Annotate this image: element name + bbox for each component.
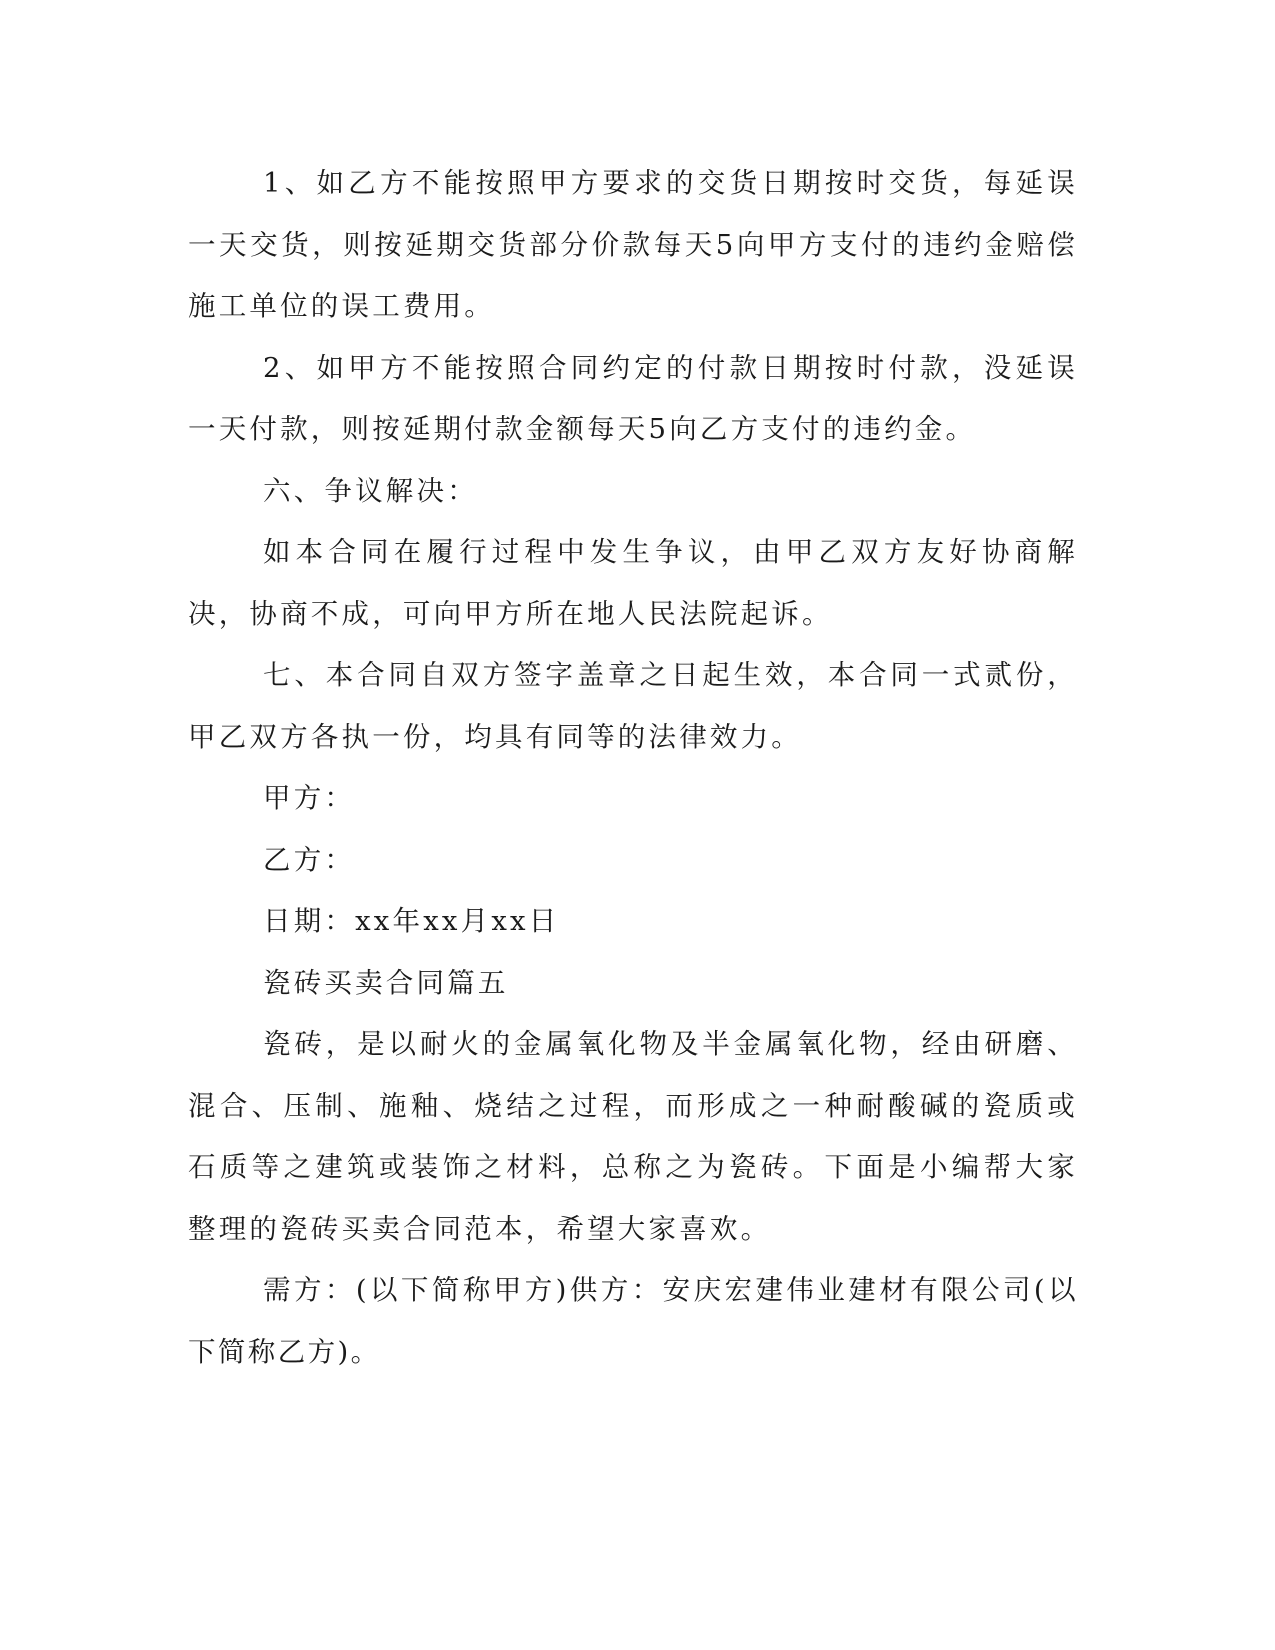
date-line: 日期：xx年xx月xx日	[263, 905, 560, 937]
document-body	[188, 153, 1078, 1383]
contract-title-part-five: 瓷砖买卖合同篇五	[263, 966, 509, 999]
clause-late-payment: 2、如甲方不能按照合同约定的付款日期按时付款，没延误一天付款，则按延期付款金额每天5向乙方支付的违约金。	[188, 351, 1078, 445]
section-heading-dispute: 六、争议解决：	[263, 474, 478, 507]
intro-tile-definition: 瓷砖，是以耐火的金属氧化物及半金属氧化物，经由研磨、混合、压制、施釉、烧结之过程，而形成之一种耐酸碱的瓷质或石质等之建筑或装饰之材料，总称之为瓷砖。下面是小编帮大家整理的瓷砖买卖合同范本，希望大家喜欢。	[188, 1028, 1078, 1245]
party-b-signature-line: 乙方：	[263, 843, 356, 876]
party-a-signature-line: 甲方：	[263, 782, 356, 814]
clause-dispute-resolution: 如本合同在履行过程中发生争议，由甲乙双方友好协商解决，协商不成，可向甲方所在地人民法院起诉。	[188, 536, 1078, 630]
clause-effectiveness: 七、本合同自双方签字盖章之日起生效，本合同一式贰份，甲乙双方各执一份，均具有同等的法律效力。	[188, 659, 1078, 753]
clause-late-delivery: 1、如乙方不能按照甲方要求的交货日期按时交货，每延误一天交货，则按延期交货部分价款每天5向甲方支付的违约金赔偿施工单位的误工费用。	[188, 167, 1078, 322]
parties-declaration: 需方：(以下简称甲方)供方：安庆宏建伟业建材有限公司(以下简称乙方)。	[188, 1274, 1078, 1368]
